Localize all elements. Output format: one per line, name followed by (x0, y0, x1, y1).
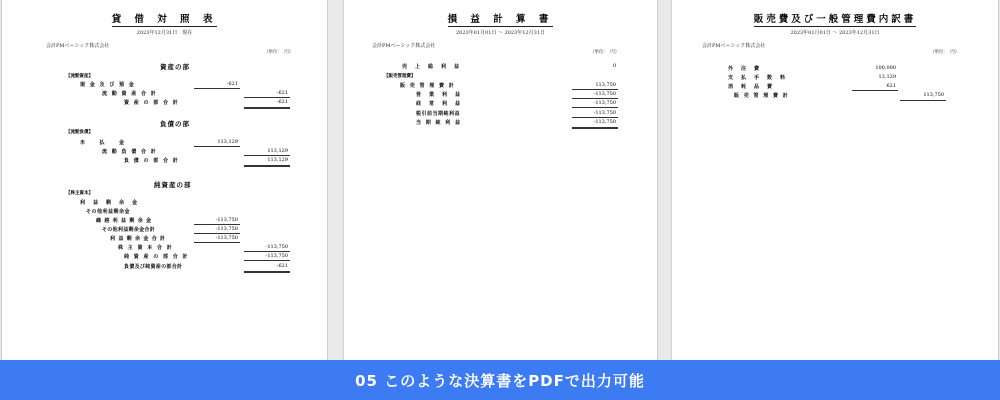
underline (244, 260, 290, 261)
underline (244, 155, 290, 156)
equity-total-value: -113,750 (265, 244, 288, 250)
double-underline (244, 107, 290, 109)
equity-group: 【株主資本】 (66, 191, 93, 196)
report-period: 2023年01月01日 〜 2023年12月31日 (455, 30, 546, 36)
underline (194, 233, 240, 234)
liabilities-total-label: 負 債 の 部 合 計 (124, 158, 180, 164)
other-retained-total-label: その他利益剰余金合計 (102, 227, 156, 233)
net-assets-header: 純資産の部 (154, 181, 192, 189)
fees-label: 支 払 手 数 料 (728, 75, 787, 81)
banner-text: 05 このような決算書をPDFで出力可能 (355, 371, 645, 390)
double-underline (244, 271, 290, 273)
pretax-income-value: -113,750 (593, 110, 616, 116)
outsourcing-label: 外 注 費 (728, 66, 761, 72)
liab-net-total-label: 負債及び純資産の部合計 (124, 264, 183, 270)
report-period: 2023年01月01日 〜 2023年12月31日 (790, 30, 880, 36)
page-title: 販売費及び一般管理費内訳書 (753, 14, 917, 25)
sga-total-label: 販 売 管 理 費 計 (734, 93, 790, 99)
underline (572, 89, 618, 90)
underline (572, 98, 618, 99)
underline (244, 251, 290, 252)
fees-value: 13,129 (878, 74, 896, 80)
assets-total-label: 資 産 の 部 合 計 (124, 100, 180, 106)
outsourcing-value: 100,000 (875, 65, 896, 71)
sga-total-value: 113,750 (923, 92, 944, 98)
double-underline (244, 165, 290, 167)
retained-total-value: -113,750 (215, 235, 238, 241)
underline (900, 100, 946, 101)
sga-detail-page (671, 0, 999, 360)
company-name: 会計PMベーシック株式会社 (372, 43, 436, 49)
pretax-income-label: 税引前当期純利益 (416, 111, 461, 117)
sga-value: 113,750 (595, 82, 616, 88)
operating-income-value: -113,750 (593, 91, 616, 97)
net-income-value: -113,750 (593, 119, 616, 125)
current-assets-total-value: -621 (276, 90, 288, 96)
current-assets-group: 【流動資産】 (66, 74, 93, 79)
operating-income-label: 営 業 利 益 (416, 92, 462, 98)
net-assets-total-value: -113,750 (265, 253, 288, 259)
net-assets-total-label: 純 資 産 の 部 合 計 (124, 254, 189, 260)
company-name: 会計PMベーシック株式会社 (46, 43, 110, 49)
underline (194, 224, 240, 225)
cash-label: 現 金 及 び 預 金 (80, 82, 136, 88)
accrued-value: 113,129 (217, 139, 238, 145)
retained-total-label: 利 益 剰 余 金 合 計 (110, 236, 166, 242)
gross-profit-label: 売 上 総 利 益 (402, 64, 461, 70)
ordinary-income-value: -113,750 (593, 100, 616, 106)
balance-sheet-page (1, 0, 328, 360)
liab-net-total-value: -621 (276, 263, 288, 269)
other-retained-total-value: -113,750 (215, 226, 238, 232)
assets-total-value: -621 (276, 99, 288, 105)
unit-label: （単位： 円） (264, 50, 294, 55)
retained-earnings-label: 利 益 剰 余 金 (80, 200, 139, 206)
other-retained-label: その他利益剰余金 (86, 209, 131, 215)
carried-forward-label: 繰 越 利 益 剰 余 金 (96, 218, 152, 224)
underline (194, 88, 240, 89)
report-period: 2023年12月31日 現在 (136, 30, 193, 36)
company-name: 会計PMベーシック株式会社 (702, 43, 766, 49)
underline (194, 146, 240, 147)
equity-total-label: 株 主 資 本 合 計 (118, 245, 174, 251)
unit-label: （単位： 円） (590, 50, 620, 55)
page-title: 貸 借 対 照 表 (111, 14, 218, 25)
current-assets-total-label: 流 動 資 産 合 計 (102, 91, 158, 97)
income-statement-page (343, 0, 658, 360)
sga-label: 販 売 管 理 費 計 (400, 83, 456, 89)
current-liabilities-total-value: 113,129 (267, 148, 288, 154)
gross-profit-value: 0 (612, 63, 616, 69)
current-liabilities-total-label: 流 動 負 債 合 計 (102, 149, 158, 155)
underline (572, 107, 618, 108)
assets-header: 資産の部 (160, 63, 190, 71)
ordinary-income-label: 経 常 利 益 (416, 101, 462, 107)
net-income-label: 当 期 純 利 益 (416, 120, 462, 126)
underline (244, 97, 290, 98)
page-title: 損 益 計 算 書 (447, 14, 554, 25)
accrued-label: 未 払 金 (80, 140, 126, 146)
underline (194, 242, 240, 243)
sga-group: 【販売管理費】 (384, 74, 416, 79)
underline (852, 90, 898, 91)
unit-label: （単位： 円） (930, 50, 960, 55)
supplies-label: 消 耗 品 費 (728, 84, 774, 90)
liabilities-header: 負債の部 (160, 120, 190, 128)
supplies-value: 621 (886, 83, 896, 89)
underline (572, 117, 618, 118)
carried-forward-value: -113,750 (215, 217, 238, 223)
cash-value: -621 (226, 81, 238, 87)
liabilities-total-value: 113,129 (267, 157, 288, 163)
current-liabilities-group: 【流動負債】 (66, 130, 93, 135)
double-underline (572, 127, 618, 129)
feature-banner (0, 360, 1000, 400)
